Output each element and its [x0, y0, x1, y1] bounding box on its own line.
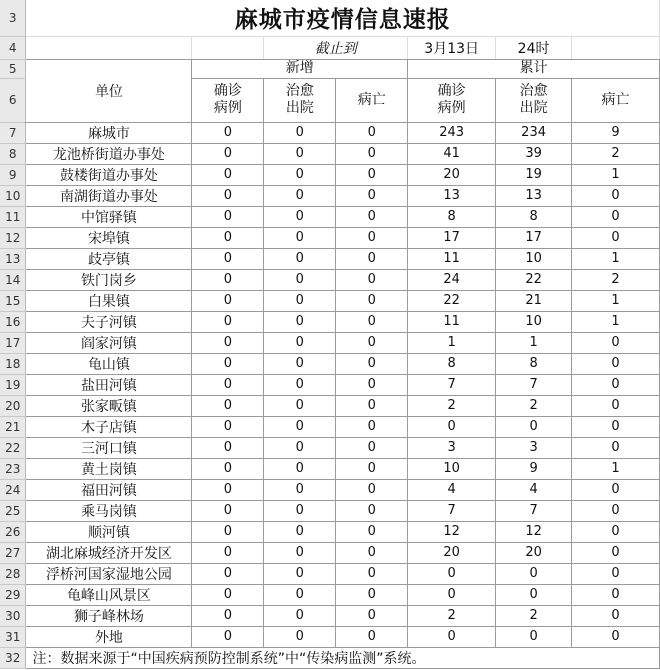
new-recovered-cell[interactable]: 0 [264, 437, 336, 458]
new-deaths-cell[interactable]: 0 [336, 584, 408, 605]
total-deaths-header[interactable]: 病亡 [572, 78, 660, 122]
new-recovered-cell[interactable]: 0 [264, 248, 336, 269]
total-deaths-cell[interactable]: 2 [572, 269, 660, 290]
unit-cell[interactable]: 南湖街道办事处 [26, 185, 192, 206]
total-deaths-cell[interactable]: 0 [572, 227, 660, 248]
total-deaths-cell[interactable]: 0 [572, 395, 660, 416]
cell-empty[interactable] [26, 36, 192, 59]
new-deaths-cell[interactable]: 0 [336, 290, 408, 311]
table-row [0, 353, 660, 374]
unit-cell[interactable]: 宋埠镇 [26, 227, 192, 248]
total-deaths-cell[interactable]: 0 [572, 479, 660, 500]
total-deaths-cell[interactable]: 0 [572, 437, 660, 458]
unit-cell[interactable]: 盐田河镇 [26, 374, 192, 395]
table-row [0, 206, 660, 227]
new-confirmed-cell[interactable]: 0 [192, 542, 264, 563]
new-recovered-cell[interactable]: 0 [264, 542, 336, 563]
row-header[interactable]: 12 [0, 227, 26, 248]
row-header[interactable]: 11 [0, 206, 26, 227]
total-deaths-cell[interactable]: 2 [572, 143, 660, 164]
total-deaths-cell[interactable]: 1 [572, 164, 660, 185]
table-row [0, 143, 660, 164]
new-deaths-cell[interactable]: 0 [336, 269, 408, 290]
total-deaths-cell[interactable]: 0 [572, 605, 660, 626]
total-confirmed-cell[interactable]: 22 [408, 290, 496, 311]
total-recovered-cell[interactable]: 10 [496, 248, 572, 269]
table-row [0, 458, 660, 479]
row-header[interactable]: 3 [0, 0, 26, 36]
new-recovered-cell[interactable]: 0 [264, 206, 336, 227]
total-recovered-cell[interactable]: 2 [496, 605, 572, 626]
total-recovered-cell[interactable]: 3 [496, 437, 572, 458]
new-recovered-cell[interactable]: 0 [264, 416, 336, 437]
new-deaths-cell[interactable]: 0 [336, 500, 408, 521]
total-confirmed-cell[interactable]: 8 [408, 353, 496, 374]
total-confirmed-cell[interactable]: 243 [408, 122, 496, 143]
table-row [0, 185, 660, 206]
total-confirmed-cell[interactable]: 4 [408, 479, 496, 500]
row-header[interactable]: 9 [0, 164, 26, 185]
row-header[interactable]: 23 [0, 458, 26, 479]
total-recovered-cell[interactable]: 12 [496, 521, 572, 542]
new-recovered-cell[interactable]: 0 [264, 164, 336, 185]
total-confirmed-cell[interactable]: 7 [408, 500, 496, 521]
new-deaths-cell[interactable]: 0 [336, 311, 408, 332]
row-header[interactable]: 5 [0, 59, 26, 78]
total-deaths-cell[interactable]: 1 [572, 311, 660, 332]
unit-cell[interactable]: 黄土岗镇 [26, 458, 192, 479]
new-confirmed-cell[interactable]: 0 [192, 584, 264, 605]
new-deaths-cell[interactable]: 0 [336, 437, 408, 458]
unit-cell[interactable]: 浮桥河国家湿地公园 [26, 563, 192, 584]
total-deaths-cell[interactable]: 0 [572, 500, 660, 521]
total-confirmed-header-text: 确诊病例 [437, 83, 466, 116]
unit-cell[interactable]: 乘马岗镇 [26, 500, 192, 521]
row-header[interactable]: 21 [0, 416, 26, 437]
total-deaths-cell[interactable]: 1 [572, 458, 660, 479]
new-confirmed-cell[interactable]: 0 [192, 605, 264, 626]
row-header[interactable]: 30 [0, 605, 26, 626]
new-confirmed-cell[interactable]: 0 [192, 353, 264, 374]
table-row [0, 479, 660, 500]
new-deaths-cell[interactable]: 0 [336, 395, 408, 416]
total-confirmed-cell[interactable]: 20 [408, 542, 496, 563]
row-header[interactable]: 24 [0, 479, 26, 500]
total-deaths-cell[interactable]: 0 [572, 353, 660, 374]
new-deaths-cell[interactable]: 0 [336, 542, 408, 563]
new-recovered-cell[interactable]: 0 [264, 521, 336, 542]
new-deaths-cell[interactable]: 0 [336, 626, 408, 647]
new-confirmed-cell[interactable]: 0 [192, 458, 264, 479]
table-row [0, 290, 660, 311]
new-confirmed-cell[interactable]: 0 [192, 269, 264, 290]
total-recovered-cell[interactable]: 19 [496, 164, 572, 185]
total-confirmed-cell[interactable]: 11 [408, 311, 496, 332]
table-row [0, 311, 660, 332]
new-recovered-cell[interactable]: 0 [264, 269, 336, 290]
new-confirmed-cell[interactable]: 0 [192, 374, 264, 395]
row-header[interactable]: 28 [0, 563, 26, 584]
report-title: 麻城市疫情信息速报 [26, 0, 660, 36]
row-header[interactable]: 6 [0, 78, 26, 122]
table-row [0, 227, 660, 248]
row-header[interactable]: 22 [0, 437, 26, 458]
total-confirmed-cell[interactable]: 1 [408, 332, 496, 353]
unit-cell[interactable]: 铁门岗乡 [26, 269, 192, 290]
unit-cell[interactable]: 外地 [26, 626, 192, 647]
total-confirmed-cell[interactable]: 0 [408, 626, 496, 647]
total-confirmed-cell[interactable]: 11 [408, 248, 496, 269]
total-recovered-cell[interactable]: 8 [496, 353, 572, 374]
new-recovered-header-text: 治愈出院 [285, 83, 314, 116]
row-header[interactable]: 14 [0, 269, 26, 290]
new-recovered-cell[interactable]: 0 [264, 479, 336, 500]
cell-empty[interactable] [192, 36, 264, 59]
total-recovered-cell[interactable]: 0 [496, 584, 572, 605]
total-recovered-cell[interactable]: 7 [496, 500, 572, 521]
new-deaths-cell[interactable]: 0 [336, 479, 408, 500]
table-row [0, 248, 660, 269]
new-deaths-cell[interactable]: 0 [336, 416, 408, 437]
total-recovered-cell[interactable]: 8 [496, 206, 572, 227]
unit-cell[interactable]: 白果镇 [26, 290, 192, 311]
unit-column-header[interactable]: 单位 [26, 59, 192, 122]
table-row [0, 416, 660, 437]
total-deaths-cell[interactable]: 0 [572, 521, 660, 542]
new-deaths-cell[interactable]: 0 [336, 248, 408, 269]
new-recovered-cell[interactable]: 0 [264, 311, 336, 332]
total-confirmed-cell[interactable]: 24 [408, 269, 496, 290]
new-recovered-header[interactable] [264, 78, 336, 122]
new-confirmed-cell[interactable]: 0 [192, 143, 264, 164]
total-recovered-cell[interactable]: 13 [496, 185, 572, 206]
table-row [0, 626, 660, 647]
total-recovered-cell[interactable]: 0 [496, 563, 572, 584]
total-recovered-cell[interactable]: 39 [496, 143, 572, 164]
unit-cell[interactable]: 中馆驿镇 [26, 206, 192, 227]
row-header[interactable]: 15 [0, 290, 26, 311]
unit-cell[interactable]: 狮子峰林场 [26, 605, 192, 626]
new-deaths-cell[interactable]: 0 [336, 458, 408, 479]
new-confirmed-cell[interactable]: 0 [192, 290, 264, 311]
new-deaths-cell[interactable]: 0 [336, 227, 408, 248]
new-confirmed-cell[interactable]: 0 [192, 248, 264, 269]
table-row [0, 500, 660, 521]
new-deaths-cell[interactable]: 0 [336, 521, 408, 542]
new-confirmed-cell[interactable]: 0 [192, 164, 264, 185]
new-confirmed-cell[interactable]: 0 [192, 479, 264, 500]
unit-cell[interactable]: 龟山镇 [26, 353, 192, 374]
total-deaths-cell[interactable]: 1 [572, 290, 660, 311]
unit-cell[interactable]: 歧亭镇 [26, 248, 192, 269]
new-deaths-cell[interactable]: 0 [336, 122, 408, 143]
new-recovered-cell[interactable]: 0 [264, 626, 336, 647]
data-source-note[interactable]: 注：数据来源于“中国疾病预防控制系统”中“传染病监测”系统。 [26, 647, 660, 668]
total-confirmed-cell[interactable]: 8 [408, 206, 496, 227]
new-confirmed-cell[interactable]: 0 [192, 563, 264, 584]
unit-cell[interactable]: 鼓楼街道办事处 [26, 164, 192, 185]
total-recovered-header-text: 治愈出院 [519, 83, 548, 116]
row-header[interactable]: 29 [0, 584, 26, 605]
table-row [0, 584, 660, 605]
new-confirmed-cell[interactable]: 0 [192, 437, 264, 458]
table-row [0, 563, 660, 584]
total-deaths-cell[interactable]: 0 [572, 416, 660, 437]
new-recovered-cell[interactable]: 0 [264, 353, 336, 374]
new-recovered-cell[interactable]: 0 [264, 563, 336, 584]
row-header[interactable]: 19 [0, 374, 26, 395]
row-header[interactable]: 20 [0, 395, 26, 416]
total-recovered-cell[interactable]: 17 [496, 227, 572, 248]
table-row [0, 122, 660, 143]
row-header[interactable]: 8 [0, 143, 26, 164]
unit-cell[interactable]: 福田河镇 [26, 479, 192, 500]
unit-cell[interactable]: 阎家河镇 [26, 332, 192, 353]
total-deaths-cell[interactable]: 0 [572, 332, 660, 353]
unit-cell[interactable]: 木子店镇 [26, 416, 192, 437]
new-recovered-cell[interactable]: 0 [264, 374, 336, 395]
row-header[interactable]: 4 [0, 36, 26, 59]
table-row [0, 605, 660, 626]
total-confirmed-cell[interactable]: 2 [408, 395, 496, 416]
new-confirmed-header-text: 确诊病例 [213, 83, 242, 116]
unit-cell[interactable]: 张家畈镇 [26, 395, 192, 416]
new-confirmed-cell[interactable]: 0 [192, 521, 264, 542]
total-recovered-header[interactable] [496, 78, 572, 122]
new-recovered-cell[interactable]: 0 [264, 500, 336, 521]
total-confirmed-header[interactable] [408, 78, 496, 122]
total-recovered-cell[interactable]: 2 [496, 395, 572, 416]
cell-empty[interactable] [572, 36, 660, 59]
new-confirmed-cell[interactable]: 0 [192, 311, 264, 332]
total-group-header[interactable]: 累计 [408, 59, 660, 78]
total-deaths-cell[interactable]: 0 [572, 542, 660, 563]
table-row [0, 332, 660, 353]
row-header[interactable]: 10 [0, 185, 26, 206]
total-confirmed-cell[interactable]: 0 [408, 563, 496, 584]
as-of-time[interactable]: 24时 [496, 36, 572, 59]
new-deaths-cell[interactable]: 0 [336, 164, 408, 185]
new-recovered-cell[interactable]: 0 [264, 458, 336, 479]
table-row [0, 521, 660, 542]
as-of-date[interactable]: 3月13日 [408, 36, 496, 59]
new-deaths-cell[interactable]: 0 [336, 353, 408, 374]
total-deaths-cell[interactable]: 1 [572, 248, 660, 269]
new-recovered-cell[interactable]: 0 [264, 584, 336, 605]
total-confirmed-cell[interactable]: 0 [408, 584, 496, 605]
row-header[interactable]: 27 [0, 542, 26, 563]
new-deaths-cell[interactable]: 0 [336, 332, 408, 353]
new-recovered-cell[interactable]: 0 [264, 290, 336, 311]
total-recovered-cell[interactable]: 0 [496, 626, 572, 647]
new-confirmed-cell[interactable]: 0 [192, 122, 264, 143]
total-deaths-cell[interactable]: 0 [572, 584, 660, 605]
total-deaths-cell[interactable]: 0 [572, 563, 660, 584]
new-confirmed-cell[interactable]: 0 [192, 227, 264, 248]
row-header[interactable]: 13 [0, 248, 26, 269]
table-row [0, 164, 660, 185]
total-confirmed-cell[interactable]: 2 [408, 605, 496, 626]
new-deaths-cell[interactable]: 0 [336, 206, 408, 227]
new-confirmed-cell[interactable]: 0 [192, 395, 264, 416]
new-confirmed-cell[interactable]: 0 [192, 416, 264, 437]
total-recovered-cell[interactable]: 4 [496, 479, 572, 500]
total-deaths-cell[interactable]: 0 [572, 374, 660, 395]
table-row [0, 374, 660, 395]
new-recovered-cell[interactable]: 0 [264, 185, 336, 206]
as-of-label[interactable]: 截止到 [264, 36, 408, 59]
new-group-header[interactable]: 新增 [192, 59, 408, 78]
row-header[interactable]: 16 [0, 311, 26, 332]
new-recovered-cell[interactable]: 0 [264, 332, 336, 353]
total-deaths-cell[interactable]: 0 [572, 626, 660, 647]
new-deaths-cell[interactable]: 0 [336, 143, 408, 164]
new-recovered-cell[interactable]: 0 [264, 122, 336, 143]
row-header[interactable]: 17 [0, 332, 26, 353]
new-recovered-cell[interactable]: 0 [264, 143, 336, 164]
unit-cell[interactable]: 龟峰山风景区 [26, 584, 192, 605]
total-recovered-cell[interactable]: 0 [496, 416, 572, 437]
total-recovered-cell[interactable]: 7 [496, 374, 572, 395]
new-deaths-cell[interactable]: 0 [336, 605, 408, 626]
table-row [0, 437, 660, 458]
total-recovered-cell[interactable]: 10 [496, 311, 572, 332]
unit-cell[interactable]: 三河口镇 [26, 437, 192, 458]
table-row [0, 269, 660, 290]
new-recovered-cell[interactable]: 0 [264, 227, 336, 248]
total-confirmed-cell[interactable]: 3 [408, 437, 496, 458]
new-recovered-cell[interactable]: 0 [264, 605, 336, 626]
new-recovered-cell[interactable]: 0 [264, 395, 336, 416]
row-header[interactable]: 32 [0, 647, 26, 668]
row-header[interactable]: 25 [0, 500, 26, 521]
total-recovered-cell[interactable]: 21 [496, 290, 572, 311]
total-confirmed-cell[interactable]: 41 [408, 143, 496, 164]
unit-cell[interactable]: 顺河镇 [26, 521, 192, 542]
new-deaths-cell[interactable]: 0 [336, 563, 408, 584]
new-confirmed-cell[interactable]: 0 [192, 332, 264, 353]
total-deaths-cell[interactable]: 9 [572, 122, 660, 143]
table-row [0, 395, 660, 416]
row-header[interactable]: 31 [0, 626, 26, 647]
unit-cell[interactable]: 龙池桥街道办事处 [26, 143, 192, 164]
new-deaths-header[interactable]: 病亡 [336, 78, 408, 122]
total-confirmed-cell[interactable]: 7 [408, 374, 496, 395]
total-recovered-cell[interactable]: 20 [496, 542, 572, 563]
total-confirmed-cell[interactable]: 12 [408, 521, 496, 542]
total-confirmed-cell[interactable]: 10 [408, 458, 496, 479]
new-deaths-cell[interactable]: 0 [336, 374, 408, 395]
total-confirmed-cell[interactable]: 13 [408, 185, 496, 206]
row-header[interactable]: 7 [0, 122, 26, 143]
table-row [0, 542, 660, 563]
unit-cell[interactable]: 麻城市 [26, 122, 192, 143]
total-recovered-cell[interactable]: 1 [496, 332, 572, 353]
total-deaths-cell[interactable]: 0 [572, 206, 660, 227]
total-confirmed-cell[interactable]: 17 [408, 227, 496, 248]
new-confirmed-cell[interactable]: 0 [192, 626, 264, 647]
new-deaths-cell[interactable]: 0 [336, 185, 408, 206]
row-header[interactable]: 26 [0, 521, 26, 542]
new-confirmed-cell[interactable]: 0 [192, 500, 264, 521]
total-confirmed-cell[interactable]: 0 [408, 416, 496, 437]
unit-cell[interactable]: 夫子河镇 [26, 311, 192, 332]
row-header[interactable]: 18 [0, 353, 26, 374]
total-recovered-cell[interactable]: 9 [496, 458, 572, 479]
total-deaths-cell[interactable]: 0 [572, 185, 660, 206]
unit-cell[interactable]: 湖北麻城经济开发区 [26, 542, 192, 563]
total-recovered-cell[interactable]: 234 [496, 122, 572, 143]
new-confirmed-cell[interactable]: 0 [192, 206, 264, 227]
total-recovered-cell[interactable]: 22 [496, 269, 572, 290]
new-confirmed-header[interactable] [192, 78, 264, 122]
total-confirmed-cell[interactable]: 20 [408, 164, 496, 185]
new-confirmed-cell[interactable]: 0 [192, 185, 264, 206]
